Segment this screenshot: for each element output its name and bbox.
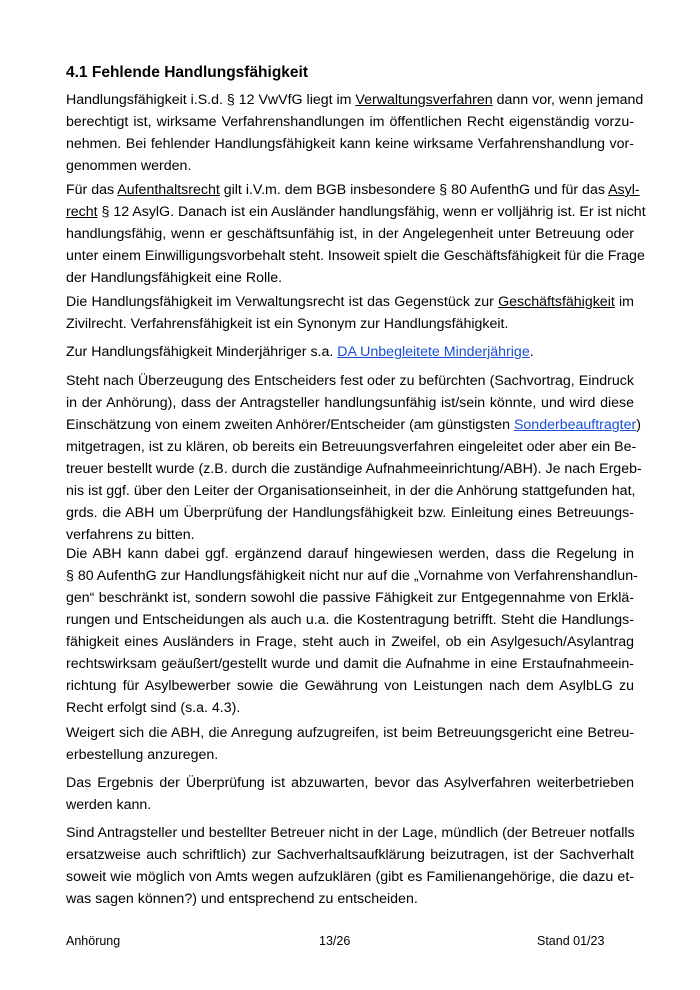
text-segment: Einschätzung von einem zweiten Anhörer/Entscheider (am günstigsten	[66, 417, 514, 433]
paragraph-line: Weigert sich die ABH, die Anregung aufzugreifen, ist beim Betreuungsgericht eine Betreu-	[66, 725, 634, 741]
paragraph-line: Die ABH kann dabei ggf. ergänzend darauf hingewiesen werden, dass die Regelung in	[66, 546, 634, 562]
text-segment: dann vor, wenn jemand	[492, 92, 644, 108]
paragraph-line: verfahrens zu bitten.	[66, 527, 195, 543]
paragraph-line: Das Ergebnis der Überprüfung ist abzuwarten, bevor das Asylverfahren weiterbetrieben	[66, 775, 634, 791]
paragraph-line: ersatzweise auch schriftlich) zur Sachverhaltsaufklärung beizutragen, ist der Sachverhalt	[66, 847, 634, 863]
footer-version: Stand 01/23	[537, 934, 605, 948]
paragraph-line: handlungsfähig, wenn er geschäftsunfähig ist, in der Angelegenheit unter Betreuung oder	[66, 226, 634, 242]
paragraph-line: berechtigt ist, wirksame Verfahrenshandlungen im öffentlichen Recht eigenständig vorzu-	[66, 114, 634, 130]
text-segment: .	[529, 344, 534, 360]
paragraph-9	[66, 822, 634, 910]
paragraph-line: nehmen. Bei fehlender Handlungsfähigkeit kann keine wirksame Verfahrenshandlung vor-	[66, 136, 634, 152]
paragraph-line	[66, 179, 640, 201]
text-segment: Die Handlungsfähigkeit im Verwaltungsrecht ist das Gegenstück zur	[66, 294, 499, 310]
paragraph-line: treuer bestellt wurde (z.B. durch die zuständige Aufnahmeeinrichtung/ABH). Je nach Ergeb-	[66, 461, 642, 477]
footer-section-name: Anhörung	[66, 934, 121, 948]
term-asylrecht-part2: recht	[66, 204, 98, 220]
text-segment: Handlungsfähigkeit i.S.d. § 12 VwVfG liegt im	[66, 92, 356, 108]
paragraph-3	[66, 291, 634, 335]
paragraph-line: fähigkeit eines Ausländers in Frage, steht auch in Zweifel, ob ein Asylgesuch/Asylantrag	[66, 634, 634, 650]
footer-page-number: 13/26	[319, 934, 351, 948]
paragraph-line: Recht erfolgt sind (s.a. 4.3).	[66, 700, 241, 716]
term-geschaeftsfaehigkeit: Geschäftsfähigkeit	[498, 294, 615, 310]
link-sonderbeauftragter[interactable]: Sonderbeauftragter	[513, 417, 637, 433]
paragraph-line: mitgetragen, ist zu klären, ob bereits ein Betreuungsverfahren eingeleitet oder aber ein Be-	[66, 439, 637, 455]
text-segment: )	[636, 417, 641, 433]
text-segment: im	[614, 294, 634, 310]
paragraph-line: gen“ beschränkt ist, sondern sowohl die passive Fähigkeit zur Entgegennahme von Erklä-	[66, 590, 634, 606]
link-da-unbegleitete-minderjaehrige[interactable]: DA Unbegleitete Minderjährige	[337, 344, 530, 360]
paragraph-line: soweit wie möglich von Amts wegen aufzuklären (gibt es Familienangehörige, die dazu et-	[66, 869, 634, 885]
paragraph-line: werden kann.	[66, 797, 152, 813]
paragraph-line: Sind Antragsteller und bestellter Betreuer nicht in der Lage, mündlich (der Betreuer notfalls	[66, 825, 635, 841]
term-asylrecht-part1: Asyl-	[608, 182, 640, 198]
paragraph-7	[66, 722, 634, 766]
paragraph-5	[66, 370, 642, 546]
paragraph-line: nis ist ggf. über den Leiter der Organisationseinheit, in der die Anhörung stattgefunden hat,	[66, 483, 636, 499]
paragraph-6	[66, 543, 638, 719]
paragraph-line: was sagen können?) und entsprechend zu entscheiden.	[66, 891, 418, 907]
paragraph-line: der Handlungsfähigkeit eine Rolle.	[66, 270, 283, 286]
term-verwaltungsverfahren: Verwaltungsverfahren	[355, 92, 493, 108]
term-aufenthaltsrecht: Aufenthaltsrecht	[117, 182, 220, 198]
paragraph-line: Steht nach Überzeugung des Entscheiders fest oder zu befürchten (Sachvortrag, Eindruck	[66, 373, 634, 389]
paragraph-line: rechtswirksam geäußert/gestellt wurde und damit die Aufnahme in eine Erstaufnahmeein-	[66, 656, 634, 672]
paragraph-line: in der Anhörung), dass der Antragsteller handlungsunfähig ist/sein könnte, und wird diese	[66, 395, 634, 411]
paragraph-line: unter einem Einwilligungsvorbehalt steht. Insoweit spielt die Geschäftsfähigkeit für die Frage	[66, 248, 645, 264]
paragraph-line: richtung für Asylbewerber sowie die Gewährung von Leistungen nach dem AsylbLG zu	[66, 678, 634, 694]
paragraph-line: genommen werden.	[66, 158, 192, 174]
text-segment: gilt i.V.m. dem BGB insbesondere § 80 AufenthG und für das	[219, 182, 609, 198]
paragraph-8	[66, 772, 634, 816]
paragraph-line: grds. die ABH um Überprüfung der Handlungsfähigkeit bzw. Einleitung eines Betreuungs-	[66, 505, 634, 521]
text-segment: Für das	[66, 182, 118, 198]
paragraph-1	[66, 89, 644, 177]
paragraph-line: § 80 AufenthG zur Handlungsfähigkeit nicht nur auf die „Vornahme von Verfahrenshandlun-	[66, 568, 638, 584]
paragraph-line	[66, 341, 634, 363]
text-segment: Zur Handlungsfähigkeit Minderjähriger s.a.	[66, 344, 338, 360]
paragraph-line: erbestellung anzuregen.	[66, 747, 219, 763]
paragraph-line	[66, 201, 646, 223]
paragraph-4	[66, 341, 634, 363]
text-segment: § 12 AsylG. Danach ist ein Ausländer handlungsfähig, wenn er volljährig ist. Er ist nicht	[97, 204, 646, 220]
paragraph-2	[66, 179, 646, 289]
paragraph-line: rungen und Entscheidungen als auch u.a. die Kostentragung betrifft. Steht die Handlungs-	[66, 612, 634, 628]
paragraph-line	[66, 414, 641, 436]
section-heading: 4.1 Fehlende Handlungsfähigkeit	[66, 64, 309, 81]
paragraph-line: Zivilrecht. Verfahrensfähigkeit ist ein Synonym zur Handlungsfähigkeit.	[66, 316, 509, 332]
paragraph-line	[66, 89, 644, 111]
paragraph-line	[66, 291, 634, 313]
